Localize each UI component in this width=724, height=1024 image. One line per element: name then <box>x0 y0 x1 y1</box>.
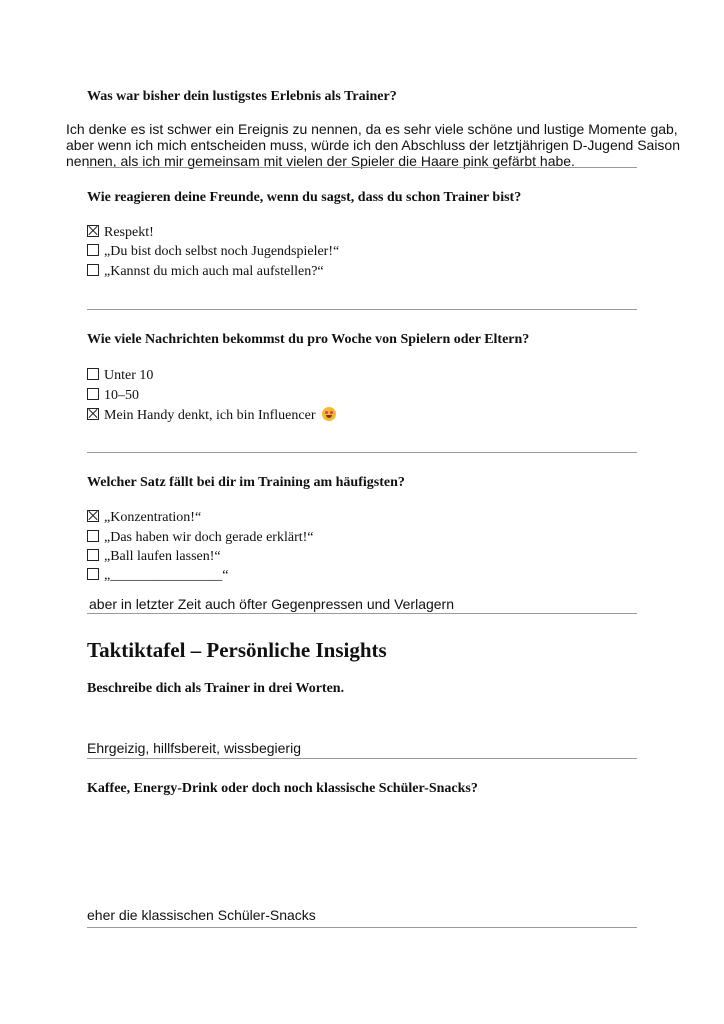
checkbox-checked-icon[interactable] <box>87 225 99 237</box>
question-snacks: Kaffee, Energy-Drink oder doch noch klassische Schüler-Snacks? <box>87 781 478 796</box>
answer-three-words: Ehrgeizig, hillfsbereit, wissbegierig <box>87 740 301 756</box>
answer-snacks: eher die klassischen Schüler-Snacks <box>87 907 316 923</box>
divider <box>87 167 637 168</box>
checkbox-unchecked-icon[interactable] <box>87 388 99 400</box>
option-influencer[interactable] <box>87 407 336 424</box>
option-custom[interactable] <box>87 568 228 584</box>
question-messages-per-week: Wie viele Nachrichten bekommst du pro Woche von Spielern oder Eltern? <box>87 332 530 347</box>
answer-line: Ich denke es ist schwer ein Ereignis zu nennen, da es sehr viele schöne und lustige Momente gab, <box>66 121 678 137</box>
option-unter-10[interactable] <box>87 368 153 384</box>
option-label: Respekt! <box>104 225 154 240</box>
checkbox-unchecked-icon[interactable] <box>87 568 99 580</box>
question-friends-reaction: Wie reagieren deine Freunde, wenn du sagst, dass du schon Trainer bist? <box>87 190 522 205</box>
option-jugendspieler[interactable] <box>87 244 339 260</box>
option-label: „Kannst du mich auch mal aufstellen?“ <box>104 264 324 279</box>
divider <box>87 758 637 759</box>
divider <box>87 309 637 310</box>
divider <box>87 613 637 614</box>
question-funniest-experience: Was war bisher dein lustigstes Erlebnis als Trainer? <box>87 89 397 104</box>
option-label: „Konzentration!“ <box>104 510 202 525</box>
divider <box>87 452 637 453</box>
option-ball-laufen[interactable] <box>87 549 221 565</box>
heart-eyes-emoji-icon <box>322 407 336 421</box>
checkbox-unchecked-icon[interactable] <box>87 244 99 256</box>
option-aufstellen[interactable] <box>87 264 324 280</box>
answer-line: aber wenn ich mich entscheiden muss, würde ich den Abschluss der letztjährigen D-Jugend Saison <box>66 137 681 153</box>
option-label: „Das haben wir doch gerade erklärt!“ <box>104 530 314 545</box>
option-label: Unter 10 <box>104 368 154 383</box>
checkbox-unchecked-icon[interactable] <box>87 368 99 380</box>
option-konzentration[interactable] <box>87 510 201 526</box>
option-label: „Ball laufen lassen!“ <box>104 549 221 564</box>
checkbox-unchecked-icon[interactable] <box>87 264 99 276</box>
answer-training-phrase: aber in letzter Zeit auch öfter Gegenpressen und Verlagern <box>89 596 454 612</box>
question-training-phrase: Welcher Satz fällt bei dir im Training am häufigsten? <box>87 475 405 490</box>
option-respekt[interactable] <box>87 225 154 241</box>
checkbox-unchecked-icon[interactable] <box>87 549 99 561</box>
divider <box>87 927 637 928</box>
option-label: 10–50 <box>104 388 139 403</box>
option-10-50[interactable] <box>87 388 139 404</box>
checkbox-checked-icon[interactable] <box>87 510 99 522</box>
section-heading: Taktiktafel – Persönliche Insights <box>87 638 387 662</box>
checkbox-checked-icon[interactable] <box>87 408 99 420</box>
checkbox-unchecked-icon[interactable] <box>87 530 99 542</box>
option-label: „Du bist doch selbst noch Jugendspieler!“ <box>104 244 340 259</box>
option-erklaert[interactable] <box>87 530 314 546</box>
option-label: „________________“ <box>104 568 229 583</box>
answer-line: nennen, als ich mir gemeinsam mit vielen der Spieler die Haare pink gefärbt habe. <box>66 153 575 169</box>
question-three-words: Beschreibe dich als Trainer in drei Worten. <box>87 681 345 696</box>
answer-funniest-experience <box>66 121 680 169</box>
option-label: Mein Handy denkt, ich bin Influencer <box>104 408 316 423</box>
